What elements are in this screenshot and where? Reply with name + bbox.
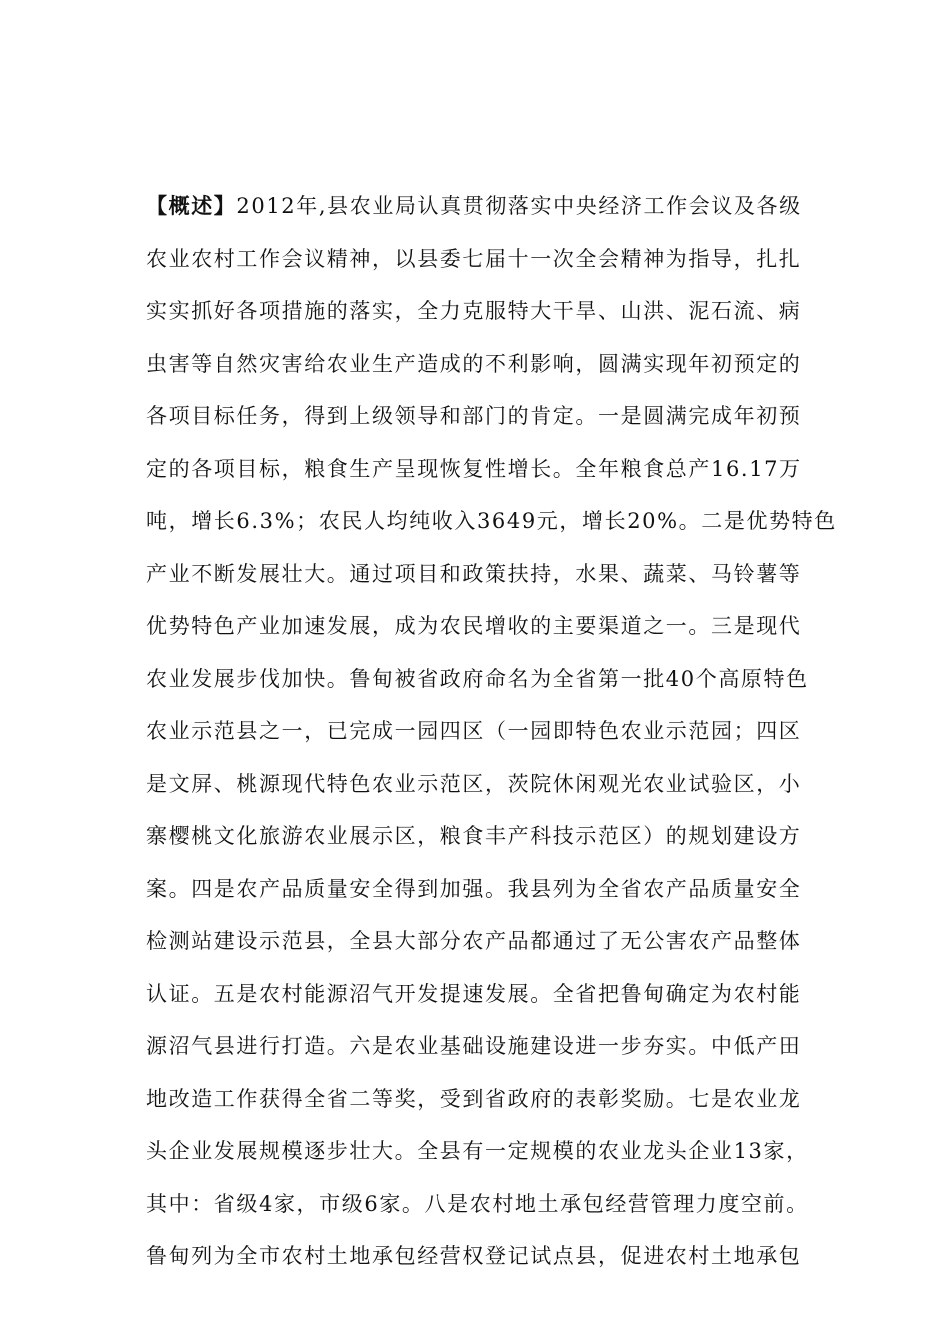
paragraph-line-10: 农业发展步伐加快。鲁甸被省政府命名为全省第一批40个高原特色 — [146, 666, 809, 691]
paragraph-line-18: 地改造工作获得全省二等奖，受到省政府的表彰奖励。七是农业龙 — [146, 1086, 802, 1111]
paragraph-line-3: 实实抓好各项措施的落实，全力克服特大干旱、山洪、泥石流、病 — [146, 299, 802, 323]
paragraph-line-20: 其中：省级4家，市级6家。八是农村地土承包经营管理力度空前。 — [146, 1191, 809, 1216]
paragraph-line-2: 农业农村工作会议精神，以县委七届十一次全会精神为指导，扎扎 — [146, 246, 802, 271]
paragraph-line-16: 认证。五是农村能源沼气开发提速发展。全省把鲁甸确定为农村能 — [146, 981, 802, 1006]
paragraph-line-19: 头企业发展规模逐步壮大。全县有一定规模的农业龙头企业13家， — [146, 1139, 809, 1163]
paragraph-line-13: 寨樱桃文化旅游农业展示区，粮食丰产科技示范区）的规划建设方 — [146, 824, 802, 848]
paragraph-line-17: 源沼气县进行打造。六是农业基础设施建设进一步夯实。中低产田 — [146, 1034, 802, 1058]
paragraph-line-15: 检测站建设示范县，全县大部分农产品都通过了无公害农产品整体 — [146, 929, 802, 953]
paragraph-line-8: 产业不断发展壮大。通过项目和政策扶持，水果、蔬菜、马铃薯等 — [146, 561, 802, 586]
paragraph-line-14: 案。四是农产品质量安全得到加强。我县列为全省农产品质量安全 — [146, 876, 802, 901]
paragraph-line-4: 虫害等自然灾害给农业生产造成的不利影响，圆满实现年初预定的 — [146, 351, 802, 376]
paragraph-line-1 — [146, 180, 826, 233]
paragraph-line-text: 2012年,县农业局认真贯彻落实中央经济工作会议及各级 — [236, 194, 802, 218]
paragraph-line-6: 定的各项目标，粮食生产呈现恢复性增长。全年粮食总产16.17万 — [146, 456, 802, 481]
paragraph-line-7: 吨，增长6.3%；农民人均纯收入3649元，增长20%。二是优势特色 — [146, 509, 837, 533]
paragraph-line-11: 农业示范县之一，已完成一园四区（一园即特色农业示范园；四区 — [146, 719, 802, 743]
overview-paragraph — [146, 180, 837, 1283]
overview-heading-tag: 【概述】 — [146, 193, 237, 218]
paragraph-line-12: 是文屏、桃源现代特色农业示范区，茨院休闲观光农业试验区，小 — [146, 771, 802, 796]
paragraph-line-9: 优势特色产业加速发展，成为农民增收的主要渠道之一。三是现代 — [146, 614, 802, 638]
paragraph-line-5: 各项目标任务，得到上级领导和部门的肯定。一是圆满完成年初预 — [146, 404, 802, 428]
paragraph-line-21: 鲁甸列为全市农村土地承包经营权登记试点县，促进农村土地承包 — [146, 1244, 802, 1268]
